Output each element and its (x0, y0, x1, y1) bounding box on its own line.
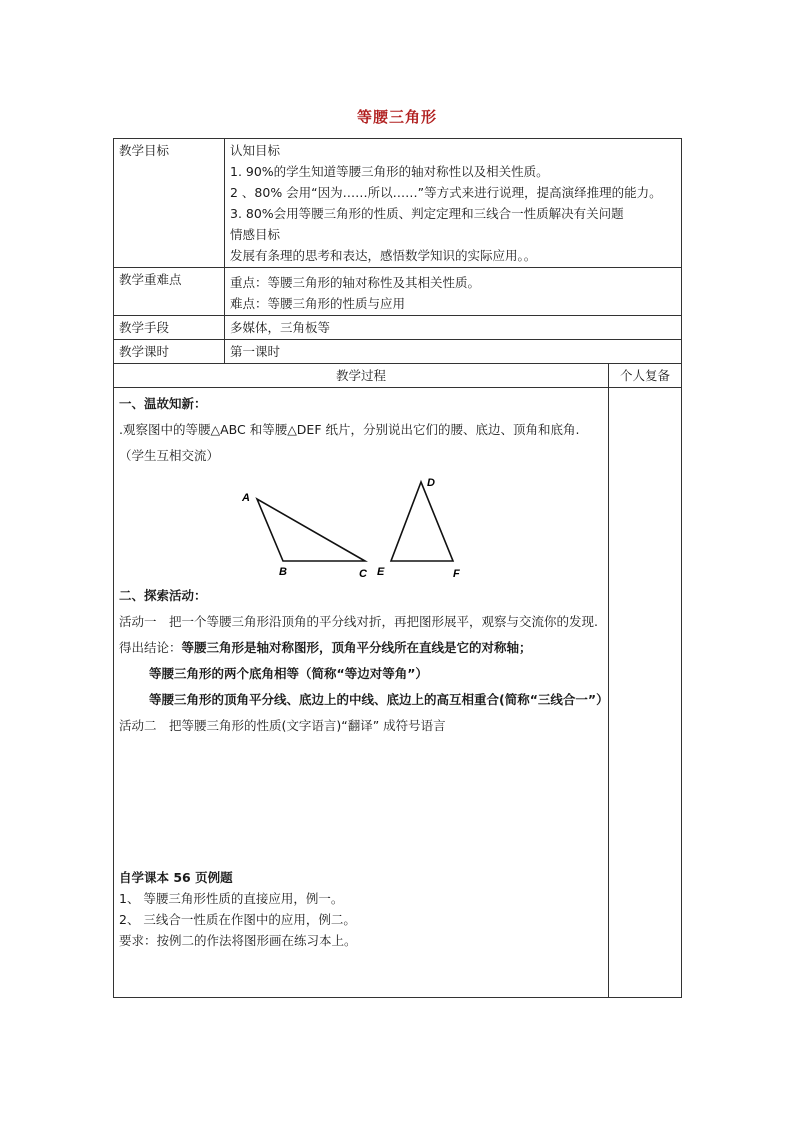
process-header-row (114, 364, 682, 388)
label-f: F (453, 568, 460, 577)
means-label: 教学手段 (114, 316, 225, 340)
process-row (114, 388, 682, 998)
keypoints-label: 教学重难点 (114, 268, 225, 316)
keypoints-content (225, 268, 682, 316)
keypoints-line: 重点：等腰三角形的轴对称性及其相关性质。 (230, 275, 481, 290)
triangles-figure (119, 477, 479, 577)
personal-notes-cell (609, 388, 682, 998)
objectives-line: 认知目标 (230, 143, 281, 158)
period-value: 第一课时 (225, 340, 682, 364)
activity-one: 活动一 把一个等腰三角形沿顶角的平分线对折，再把图形展平，观察与交流你的发现. (119, 614, 598, 629)
review-text: .观察图中的等腰△ABC 和等腰△DEF 纸片，分别说出它们的腰、底边、顶角和底角.（学生互相交流） (119, 422, 580, 463)
blank-space (119, 739, 603, 867)
triangle-def-shape (391, 482, 453, 561)
review-title: 一、温故知新： (119, 396, 207, 411)
objectives-line: 发展有条理的思考和表达，感悟数学知识的实际应用。。 (230, 248, 537, 263)
label-e: E (377, 566, 385, 577)
triangle-abc-shape (257, 499, 365, 561)
objectives-label: 教学目标 (114, 139, 225, 268)
period-row (114, 340, 682, 364)
triangle-def (377, 477, 460, 577)
objectives-line: 3. 80%会用等腰三角形的性质、判定定理和三线合一性质解决有关问题 (230, 206, 624, 221)
objectives-row (114, 139, 682, 268)
conclusion-1 (119, 635, 603, 661)
page-title: 等腰三角形 (356, 108, 437, 126)
selfstudy-title: 自学课本 56 页例题 (119, 870, 233, 885)
conclusion-1-text: 等腰三角形是轴对称图形，顶角平分线所在直线是它的对称轴； (181, 640, 532, 655)
means-value: 多媒体，三角板等 (225, 316, 682, 340)
process-header: 教学过程 (114, 364, 609, 388)
objectives-content (225, 139, 682, 268)
selfstudy-line: 2、 三线合一性质在作图中的应用，例二。 (119, 912, 356, 927)
process-content (114, 388, 609, 998)
conclusion-prefix: 得出结论： (119, 640, 182, 655)
conclusion-2: 等腰三角形的两个底角相等（简称“等边对等角”） (149, 666, 428, 681)
objectives-line: 情感目标 (230, 227, 281, 242)
explore-title: 二、探索活动： (119, 588, 207, 603)
conclusion-3: 等腰三角形的顶角平分线、底边上的中线、底边上的高互相重合(简称“三线合一”） (149, 692, 609, 707)
lesson-plan-table (113, 138, 682, 998)
objectives-line: 2 、80% 会用“因为……所以……”等方式来进行说理，提高演绎推理的能力。 (230, 185, 662, 200)
keypoints-line: 难点：等腰三角形的性质与应用 (230, 296, 406, 311)
objectives-line: 1. 90%的学生知道等腰三角形的轴对称性以及相关性质。 (230, 164, 549, 179)
selfstudy-line: 1、 等腰三角形性质的直接应用，例一。 (119, 891, 344, 906)
selfstudy-line: 要求：按例二的作法将图形画在练习本上。 (119, 933, 357, 948)
label-a: A (242, 492, 250, 504)
means-row (114, 316, 682, 340)
period-label: 教学课时 (114, 340, 225, 364)
personal-notes-header: 个人复备 (609, 364, 682, 388)
label-d: D (427, 477, 435, 489)
label-b: B (279, 566, 287, 577)
label-c: C (359, 568, 367, 577)
keypoints-row (114, 268, 682, 316)
activity-two: 活动二 把等腰三角形的性质(文字语言)“翻译” 成符号语言 (119, 718, 446, 733)
triangle-abc (241, 492, 368, 577)
